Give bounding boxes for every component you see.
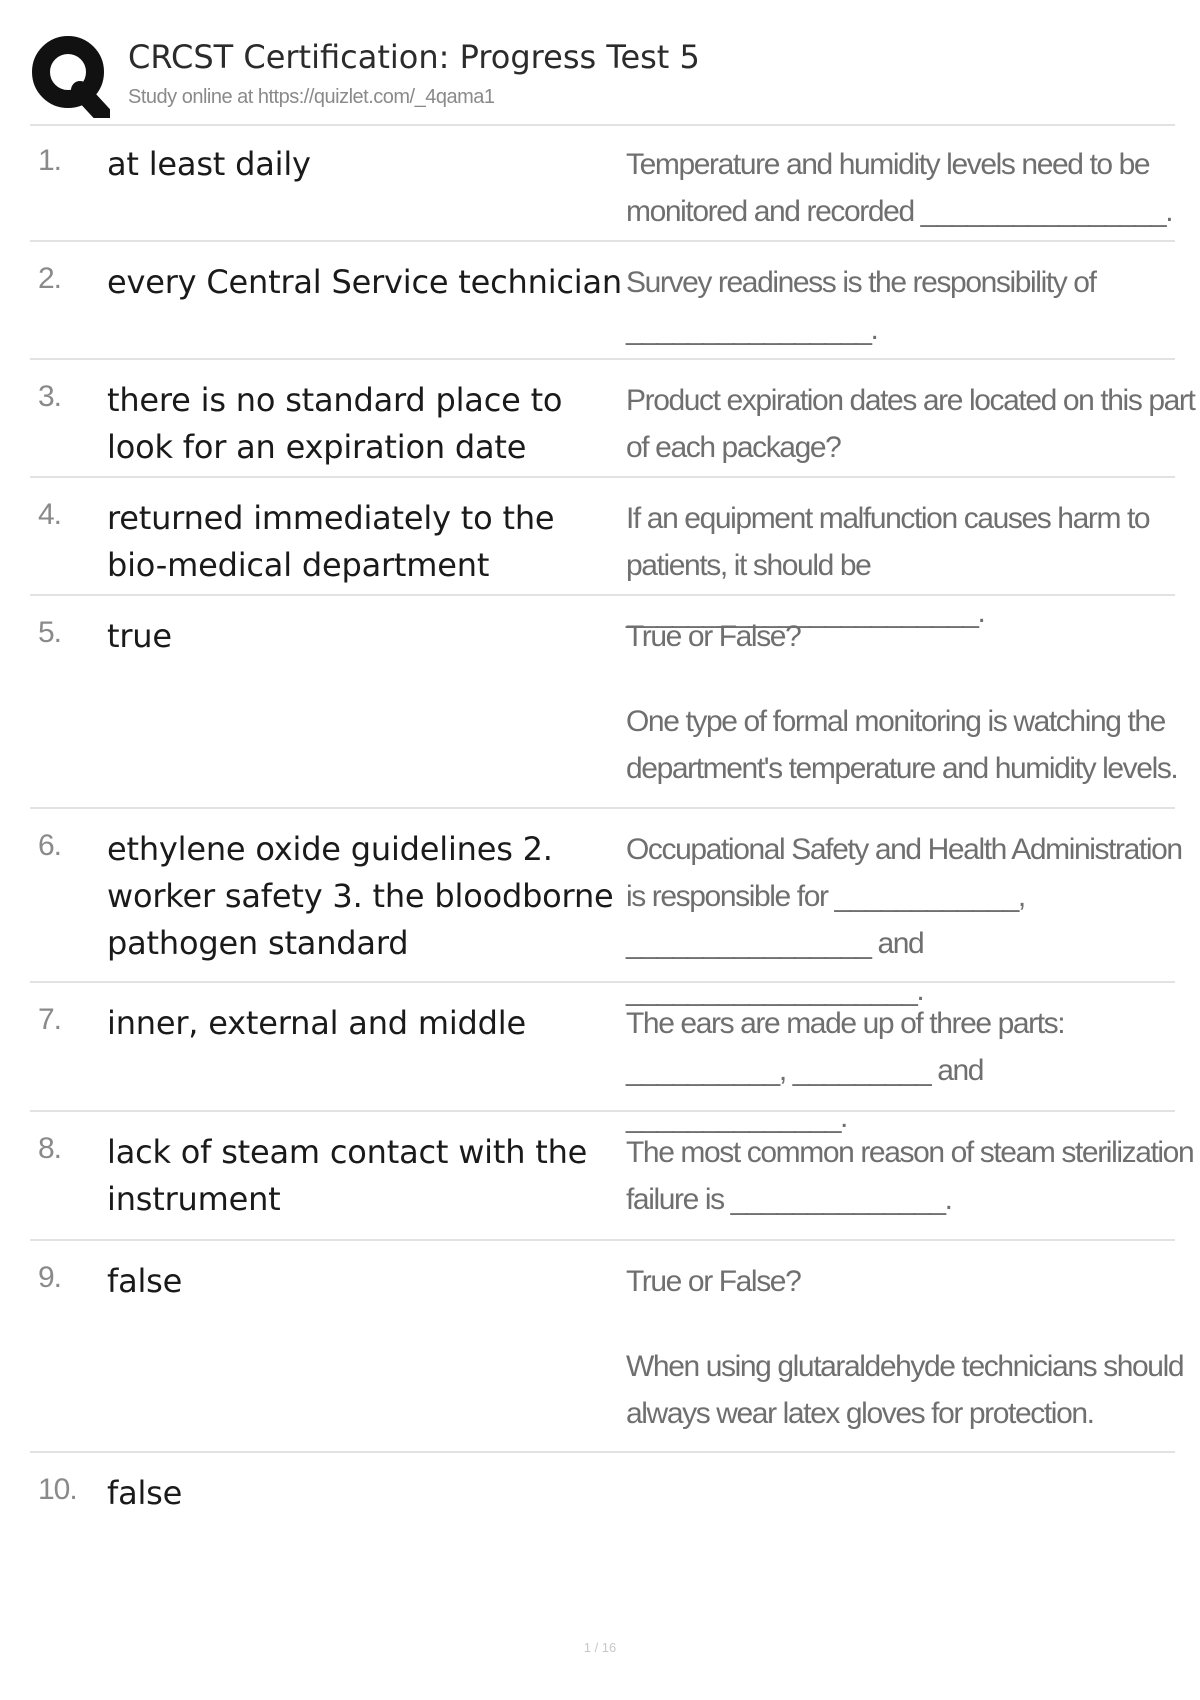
- definition-text: [626, 377, 1196, 471]
- definition-paragraph: The most common reason of steam sterilization failure is ______________.: [626, 1136, 1194, 1216]
- term-text: true: [107, 617, 172, 655]
- definition-paragraph: True or False?: [626, 620, 801, 653]
- flashcard-row: [30, 242, 1175, 360]
- term-text: there is no standard place to look for an expiration date: [107, 381, 563, 466]
- page-number: 1 / 16: [583, 1640, 617, 1655]
- flashcard-row: [30, 983, 1175, 1134]
- page-header: [30, 30, 1175, 126]
- item-number: 8.: [38, 1132, 62, 1165]
- flashcard-row: [30, 360, 1195, 478]
- term-text: inner, external and middle: [107, 1004, 526, 1042]
- item-number: 9.: [38, 1261, 62, 1294]
- definition-text: [626, 259, 1196, 353]
- item-number: 2.: [38, 262, 62, 295]
- item-number: 1.: [38, 144, 62, 177]
- definition-paragraph: One type of formal monitoring is watching the department's temperature and humidity levels.: [626, 705, 1178, 785]
- item-number: 5.: [38, 616, 62, 649]
- definition-text: [626, 613, 1196, 792]
- definition-paragraph: True or False?: [626, 1265, 801, 1298]
- definition-paragraph: Temperature and humidity levels need to be monitored and recorded ________________.: [626, 148, 1173, 228]
- flashcard-row: [30, 596, 1178, 809]
- page-title: CRCST Certification: Progress Test 5: [128, 38, 700, 76]
- flashcard-row: [30, 1453, 1175, 1553]
- term-text: at least daily: [107, 145, 311, 183]
- definition-paragraph: Survey readiness is the responsibility of ________________.: [626, 266, 1096, 346]
- item-number: 3.: [38, 380, 62, 413]
- term-text: every Central Service technician: [107, 263, 622, 301]
- item-number: 6.: [38, 829, 62, 862]
- flashcard-list: [30, 124, 1195, 1553]
- quizlet-logo-icon: [30, 34, 110, 118]
- definition-paragraph: The ears are made up of three parts: __________, _________ and ______________.: [626, 1007, 1065, 1134]
- definition-paragraph: When using glutaraldehyde technicians should always wear latex gloves for protection.: [626, 1350, 1184, 1430]
- definition-paragraph: If an equipment malfunction causes harm to patients, it should be _______________________.: [626, 502, 1150, 629]
- flashcard-row: [30, 809, 1182, 1007]
- study-link[interactable]: Study online at https://quizlet.com/_4qama1: [128, 86, 495, 108]
- flashcard-row: [30, 478, 1175, 629]
- item-number: 10.: [38, 1473, 77, 1506]
- term-text: false: [107, 1474, 183, 1512]
- term-text: false: [107, 1262, 183, 1300]
- term-text: returned immediately to the bio-medical department: [107, 499, 555, 584]
- item-number: 7.: [38, 1003, 62, 1036]
- flashcard-row: [30, 1241, 1184, 1453]
- flashcard-row: [30, 1112, 1194, 1241]
- definition-paragraph: Occupational Safety and Health Administration is responsible for ____________, ________________ and ___________________.: [626, 833, 1182, 1007]
- item-number: 4.: [38, 498, 62, 531]
- flashcard-row: [30, 124, 1175, 242]
- term-text: lack of steam contact with the instrument: [107, 1133, 588, 1218]
- definition-text: [626, 141, 1196, 235]
- definition-text: [626, 1258, 1196, 1437]
- term-text: ethylene oxide guidelines 2. worker safety 3. the bloodborne pathogen standard: [107, 830, 614, 962]
- definition-text: [626, 1129, 1196, 1223]
- definition-paragraph: Product expiration dates are located on this part of each package?: [626, 384, 1195, 464]
